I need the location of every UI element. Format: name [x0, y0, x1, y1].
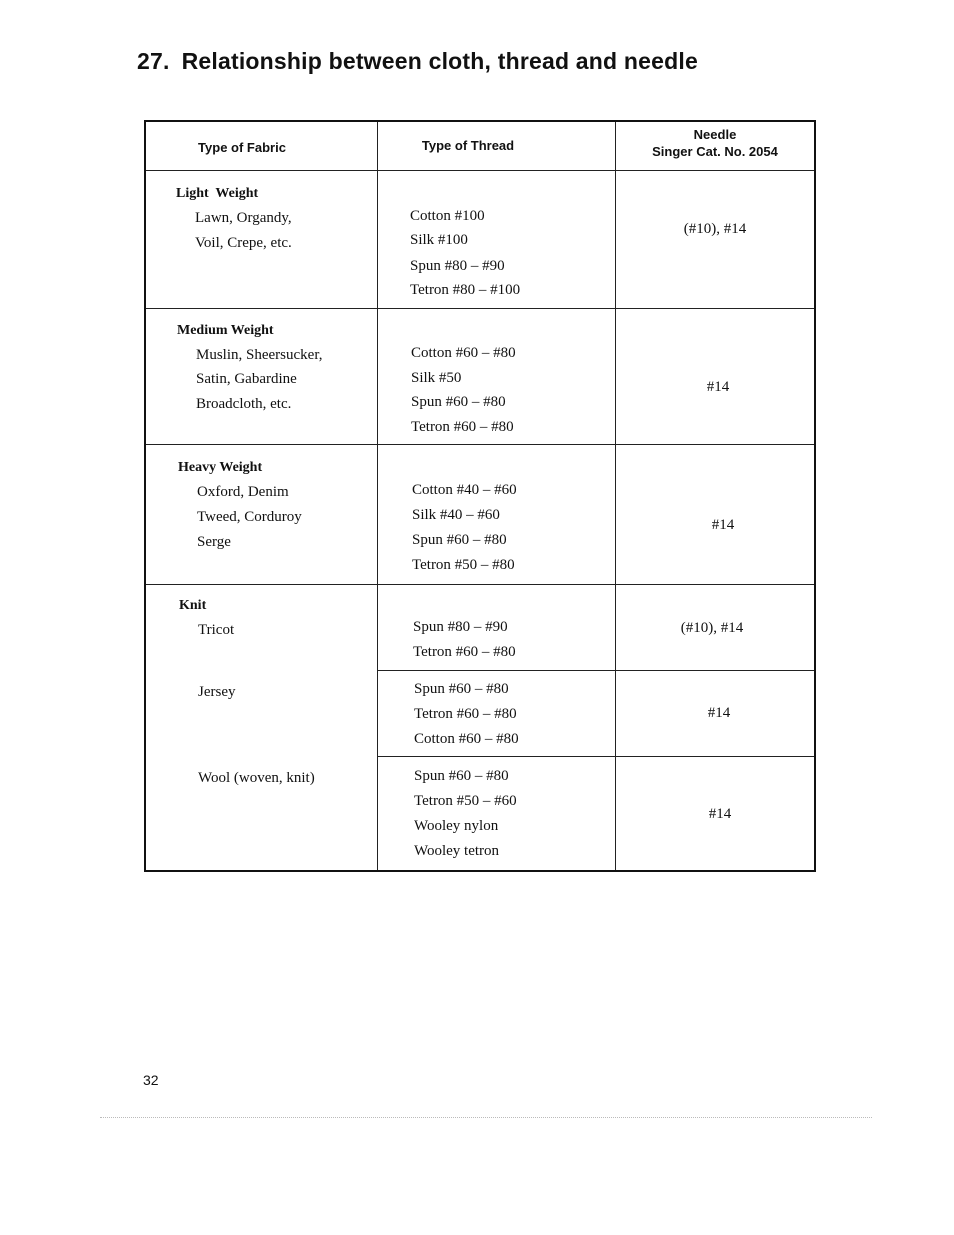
light-thread-4: Tetron #80 – #100	[410, 282, 521, 298]
heavy-fabric-3: Serge	[197, 534, 231, 550]
light-weight-heading: Light Weight	[176, 186, 259, 201]
scan-artifact-line	[100, 1117, 872, 1119]
heavy-thread-2: Silk #40 – #60	[412, 507, 500, 523]
medium-thread-1: Cotton #60 – #80	[411, 345, 516, 361]
medium-weight-heading: Medium Weight	[177, 323, 274, 338]
knit-heading: Knit	[179, 598, 207, 613]
medium-fabric-3: Broadcloth, etc.	[196, 396, 292, 412]
column-divider	[615, 122, 616, 870]
column-divider	[377, 122, 378, 870]
jersey-thread-3: Cotton #60 – #80	[414, 731, 519, 747]
jersey-thread-1: Spun #60 – #80	[414, 681, 509, 697]
medium-fabric-1: Muslin, Sheersucker,	[196, 347, 323, 363]
medium-needle: #14	[706, 379, 730, 395]
wool-needle: #14	[708, 806, 732, 822]
light-needle: (#10), #14	[683, 221, 747, 237]
row-divider	[378, 756, 814, 757]
heavy-fabric-2: Tweed, Corduroy	[197, 509, 302, 525]
wool-thread-2: Tetron #50 – #60	[414, 793, 517, 809]
header-divider	[146, 170, 814, 171]
tricot-thread-2: Tetron #60 – #80	[413, 644, 516, 660]
page-number: 32	[143, 1072, 159, 1088]
heavy-thread-1: Cotton #40 – #60	[412, 482, 517, 498]
tricot-thread-1: Spun #80 – #90	[413, 619, 508, 635]
light-fabric-1: Lawn, Organdy,	[195, 210, 292, 226]
medium-thread-2: Silk #50	[411, 370, 462, 386]
light-thread-1: Cotton #100	[410, 208, 485, 224]
wool-thread-3: Wooley nylon	[414, 818, 499, 834]
jersey-needle: #14	[707, 705, 731, 721]
medium-thread-3: Spun #60 – #80	[411, 394, 506, 410]
heavy-needle: #14	[711, 517, 735, 533]
header-fabric: Type of Fabric	[198, 140, 286, 155]
heavy-thread-4: Tetron #50 – #80	[412, 557, 515, 573]
medium-fabric-2: Satin, Gabardine	[196, 371, 297, 387]
wool-thread-4: Wooley tetron	[414, 843, 500, 859]
jersey-thread-2: Tetron #60 – #80	[414, 706, 517, 722]
light-thread-3: Spun #80 – #90	[410, 258, 505, 274]
row-divider	[378, 670, 814, 671]
medium-thread-4: Tetron #60 – #80	[411, 419, 514, 435]
row-divider	[146, 308, 814, 309]
page-title: 27. Relationship between cloth, thread and needle	[137, 48, 698, 74]
heavy-fabric-1: Oxford, Denim	[197, 484, 289, 500]
row-divider	[146, 444, 814, 445]
row-divider	[146, 584, 814, 585]
heavy-weight-heading: Heavy Weight	[178, 460, 263, 475]
knit-jersey-fabric: Jersey	[198, 684, 236, 700]
light-thread-2: Silk #100	[410, 232, 468, 248]
header-thread: Type of Thread	[421, 138, 515, 153]
knit-tricot-fabric: Tricot	[198, 622, 235, 638]
heavy-thread-3: Spun #60 – #80	[412, 532, 507, 548]
tricot-needle: (#10), #14	[680, 620, 744, 636]
light-fabric-2: Voil, Crepe, etc.	[195, 235, 292, 251]
header-needle-line2: Singer Cat. No. 2054	[652, 144, 778, 159]
header-needle-line1: Needle	[693, 127, 737, 142]
knit-wool-fabric: Wool (woven, knit)	[198, 770, 315, 786]
wool-thread-1: Spun #60 – #80	[414, 768, 509, 784]
